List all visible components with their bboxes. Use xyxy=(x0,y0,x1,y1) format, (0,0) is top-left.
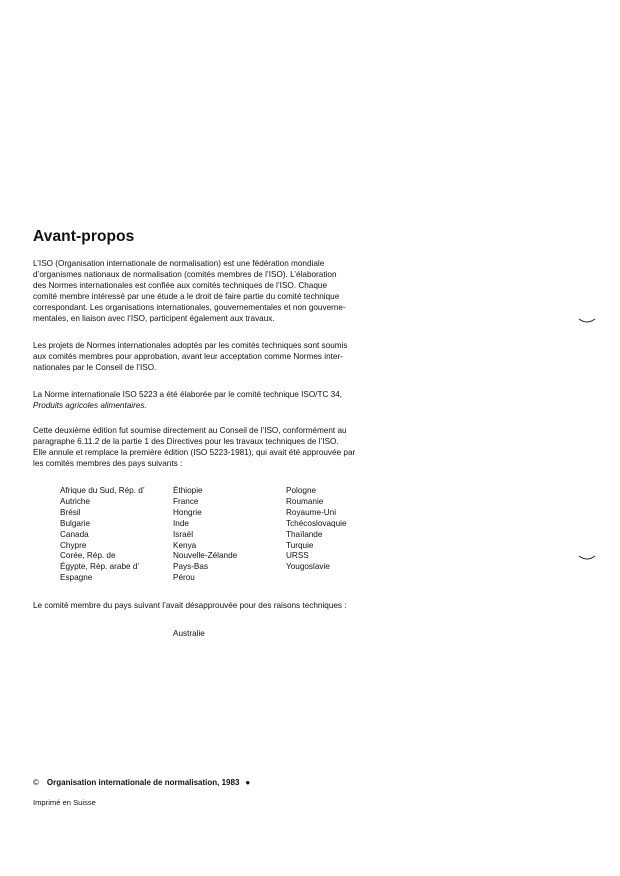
country-item: Canada xyxy=(60,529,89,539)
binding-mark xyxy=(578,318,596,324)
copyright-notice xyxy=(33,778,250,787)
country-list-column-1 xyxy=(60,486,145,584)
text-line: aux comités membres pour approbation, avant leur acceptation comme Normes inter- xyxy=(33,351,343,361)
text-line-italic xyxy=(33,401,379,412)
country-item: Autriche xyxy=(60,496,91,506)
committee-title: Produits agricoles alimentaires. xyxy=(33,400,147,410)
country-item: France xyxy=(173,496,199,506)
country-item: Pays-Bas xyxy=(173,562,209,572)
country-item: Éthiopie xyxy=(173,486,203,495)
text-line: Elle annule et remplace la première édition (ISO 5223-1981), qui avait été approuvée par xyxy=(33,447,356,457)
text-line: Les projets de Normes internationales adoptés par les comités techniques sont soumis xyxy=(33,341,348,350)
country-item: Corée, Rép. de xyxy=(60,551,116,561)
text-line: L’ISO (Organisation internationale de normalisation) est une fédération mondiale xyxy=(33,259,325,268)
binding-mark xyxy=(578,555,596,561)
country-item: Roumanie xyxy=(286,496,324,506)
country-item: Israël xyxy=(173,529,194,539)
text-line: des Normes internationales est confiée aux comités techniques de l’ISO. Chaque xyxy=(33,280,328,290)
paragraph-standard-origin xyxy=(33,390,379,412)
country-item: Bulgarie xyxy=(60,518,91,528)
country-item: Pologne xyxy=(286,486,317,495)
text-line: d’organismes nationaux de normalisation (comités membres de l’ISO). L’élaboration xyxy=(33,269,337,279)
text-line: paragraphe 6.11.2 de la partie 1 des Directives pour les travaux techniques de l’ISO. xyxy=(33,436,339,446)
text-line: Cette deuxième édition fut soumise directement au Conseil de l’ISO, conformément au xyxy=(33,426,347,435)
printed-in-note: Imprimé en Suisse xyxy=(33,798,96,807)
country-item: Hongrie xyxy=(173,507,202,517)
copyright-text: Organisation internationale de normalisation, 1983 xyxy=(46,778,240,787)
disapproval-statement: Le comité membre du pays suivant l’avait désapprouvée pour des raisons techniques : xyxy=(33,601,347,610)
bullet-icon: ● xyxy=(245,778,251,787)
country-item: Espagne xyxy=(60,573,93,583)
country-item: Yougoslavie xyxy=(286,562,330,572)
country-item: Thaïlande xyxy=(286,529,323,539)
country-list-column-2 xyxy=(173,486,237,584)
country-item: Turquie xyxy=(286,540,314,550)
page-title: Avant-propos xyxy=(33,228,135,245)
country-item: Brésil xyxy=(60,507,81,517)
text-line: correspondant. Les organisations internationales, gouvernementales et non gouverne- xyxy=(33,302,346,312)
country-item: Royaume-Uni xyxy=(286,507,337,517)
text-line: les comités membres des pays suivants : xyxy=(33,458,183,468)
text-line: La Norme internationale ISO 5223 a été élaborée par le comité technique ISO/TC 34, xyxy=(33,390,343,399)
text-line: mentales, en liaison avec l’ISO, participent également aux travaux. xyxy=(33,313,275,323)
text-line: comité membre intéressé par une étude a le droit de faire partie du comité technique xyxy=(33,291,340,301)
paragraph-iso-intro xyxy=(33,259,379,324)
country-list-column-3 xyxy=(286,486,347,573)
paragraph-draft-standards xyxy=(33,341,379,374)
country-item: Pérou xyxy=(173,573,195,583)
disapproving-country: Australie xyxy=(173,629,205,638)
country-item: Chypre xyxy=(60,540,87,550)
country-item: Tchécoslovaquie xyxy=(286,518,347,528)
copyright-symbol: © xyxy=(33,778,39,787)
country-item: URSS xyxy=(286,551,309,561)
paragraph-edition xyxy=(33,426,379,470)
country-item: Inde xyxy=(173,518,189,528)
country-item: Nouvelle-Zélande xyxy=(173,551,238,561)
country-item: Égypte, Rép. arabe d’ xyxy=(60,562,140,572)
country-item: Kenya xyxy=(173,540,197,550)
country-item: Afrique du Sud, Rép. d’ xyxy=(60,486,145,495)
text-line: nationales par le Conseil de l’ISO. xyxy=(33,362,157,372)
